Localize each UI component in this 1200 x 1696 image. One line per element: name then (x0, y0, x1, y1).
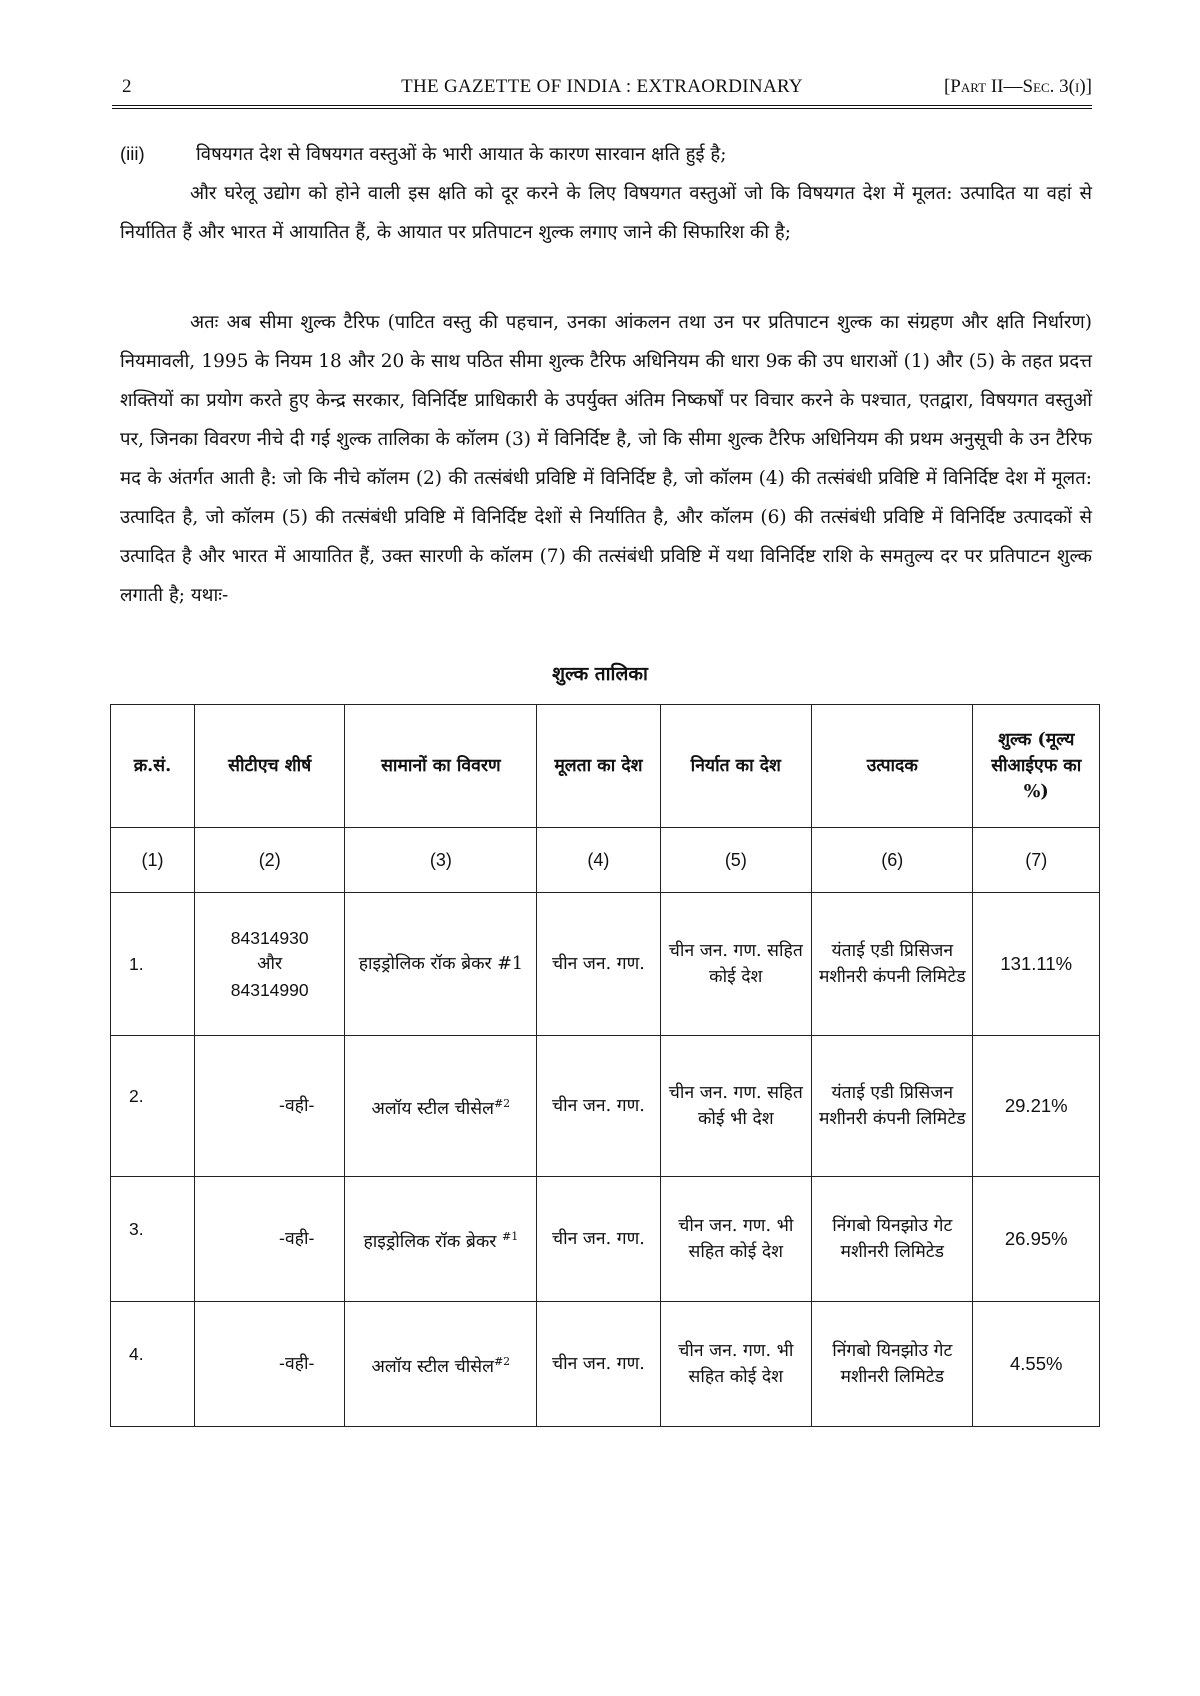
row-producer: यंताई एडी प्रिसिजन मशीनरी कंपनी लिमिटेड (812, 1036, 973, 1177)
row-cth: -वही- (194, 1036, 344, 1177)
paragraph-iii (120, 134, 1092, 174)
colnum-6: (6) (812, 828, 973, 893)
duty-table-title: शुल्क तालिका (552, 663, 648, 685)
table-row (111, 1302, 1100, 1427)
gazette-header (112, 76, 1092, 106)
page-number: 2 (122, 76, 132, 97)
colnum-4: (4) (537, 828, 660, 893)
table-row (111, 893, 1100, 1036)
row-cth (194, 893, 344, 1036)
row-origin: चीन जन. गण. (537, 893, 660, 1036)
row-goods (345, 1036, 537, 1177)
row-producer: निंगबो यिनझोउ गेट मशीनरी लिमिटेड (812, 1177, 973, 1302)
row-sr (111, 1177, 195, 1302)
header-cth: सीटीएच शीर्ष (194, 705, 344, 828)
row-duty: 29.21% (973, 1036, 1100, 1177)
row-goods (345, 1177, 537, 1302)
header-producer: उत्पादक (812, 705, 973, 828)
goods-footnote: #2 (493, 1096, 511, 1110)
clause-label: (iii) (120, 143, 145, 164)
row-export: चीन जन. गण. भी सहित कोई देश (660, 1302, 812, 1427)
row-cth: -वही- (194, 1302, 344, 1427)
row-sr: 1. (111, 893, 195, 1036)
gazette-title: THE GAZETTE OF INDIA : EXTRAORDINARY (401, 76, 803, 97)
row-producer: यंताई एडी प्रिसिजन मशीनरी कंपनी लिमिटेड (812, 893, 973, 1036)
colnum-2: (2) (194, 828, 344, 893)
cth-and: और (257, 954, 283, 974)
cth-code-a: 84314930 (230, 928, 309, 948)
row-export: चीन जन. गण. भी सहित कोई देश (660, 1177, 812, 1302)
row-sr-text: 4. (129, 1344, 144, 1364)
row-producer: निंगबो यिनझोउ गेट मशीनरी लिमिटेड (812, 1302, 973, 1427)
row-duty: 131.11% (973, 893, 1100, 1036)
row-origin: चीन जन. गण. (537, 1177, 660, 1302)
goods-text: अलॉय स्टील चीसेल (371, 1098, 494, 1119)
header-rule (112, 105, 1092, 109)
header-origin: मूलता का देश (537, 705, 660, 828)
row-export: चीन जन. गण. सहित कोई भी देश (660, 1036, 812, 1177)
colnum-1: (1) (111, 828, 195, 893)
header-export: निर्यात का देश (660, 705, 812, 828)
table-row (111, 1177, 1100, 1302)
cth-code-b: 84314990 (230, 980, 309, 1000)
colnum-5: (5) (660, 828, 812, 893)
goods-footnote: #1 (502, 1229, 519, 1243)
column-number-row (111, 828, 1100, 893)
row-duty: 4.55% (973, 1302, 1100, 1427)
colnum-7: (7) (973, 828, 1100, 893)
row-origin: चीन जन. गण. (537, 1036, 660, 1177)
header-goods: सामानों का विवरण (345, 705, 537, 828)
clause-text: विषयगत देश से विषयगत वस्तुओं के भारी आयात के कारण सारवान क्षति हुई है; (196, 144, 727, 165)
part-section: [Part II—Sec. 3(i)] (943, 76, 1092, 97)
row-origin: चीन जन. गण. (537, 1302, 660, 1427)
goods-text: हाइड्रोलिक रॉक ब्रेकर (363, 1231, 497, 1252)
header-duty: शुल्क (मूल्य सीआईएफ का %) (973, 705, 1100, 828)
row-sr (111, 1302, 195, 1427)
duty-table (110, 704, 1100, 1427)
table-header-row (111, 705, 1100, 828)
paragraph-recommendation: और घरेलू उद्योग को होने वाली इस क्षति को दूर करने के लिए विषयगत वस्तुओं जो कि विषयगत देश में मूलत: उत्पादित या वहां से निर्यातित हैं और भारत में आयातित हैं, के आयात पर प्रतिपाटन शुल्क लगाए जाने की सिफारिश की है; (120, 183, 1092, 243)
goods-text: अलॉय स्टील चीसेल (371, 1356, 494, 1377)
paragraph-notification: अतः अब सीमा शुल्क टैरिफ (पाटित वस्तु की पहचान, उनका आंकलन तथा उन पर प्रतिपाटन शुल्क का संग्रहण और क्षति निर्धारण) नियमावली, 1995 के नियम 18 और 20 के साथ पठित सीमा शुल्क टैरिफ अधिनियम की धारा 9क की उप धाराओं (1) और (5) के तहत प्रदत्त शक्तियों का प्रयोग करते हुए केन्द्र सरकार, विनिर्दिष्ट प्राधिकारी के उपर्युक्त अंतिम निष्कर्षों पर विचार करने के पश्चात, एतद्वारा, विषयगत वस्तुओं पर, जिनका विवरण नीचे दी गई शुल्क तालिका के कॉलम (3) में विनिर्दिष्ट है, जो कि सीमा शुल्क टैरिफ अधिनियम की प्रथम अनुसूची के उन टैरिफ मद के अंतर्गत आती है: जो कि नीचे कॉलम (2) की तत्संबंधी प्रविष्टि में विनिर्दिष्ट है, जो कॉलम (4) की तत्संबंधी प्रविष्टि में विनिर्दिष्ट देश में मूलत: उत्पादित है, जो कॉलम (5) की तत्संबंधी प्रविष्टि में विनिर्दिष्ट देशों से निर्यातित है, और कॉलम (6) की तत्संबंधी प्रविष्टि में विनिर्दिष्ट उत्पादकों से उत्पादित है और भारत में आयातित हैं, उक्त सारणी के कॉलम (7) की तत्संबंधी प्रविष्टि में यथा विनिर्दिष्ट राशि के समतुल्य दर पर प्रतिपाटन शुल्क लगाती है; यथाः- (120, 312, 1092, 606)
goods-footnote: #2 (493, 1354, 511, 1368)
row-export: चीन जन. गण. सहित कोई देश (660, 893, 812, 1036)
row-goods (345, 1302, 537, 1427)
colnum-3: (3) (345, 828, 537, 893)
header-sr: क्र.सं. (111, 705, 195, 828)
row-sr-text: 2. (129, 1086, 144, 1106)
row-cth: -वही- (194, 1177, 344, 1302)
row-sr (111, 1036, 195, 1177)
row-sr-text: 3. (129, 1219, 144, 1239)
table-row (111, 1036, 1100, 1177)
row-duty: 26.95% (973, 1177, 1100, 1302)
row-goods: हाइड्रोलिक रॉक ब्रेकर #1 (345, 893, 537, 1036)
